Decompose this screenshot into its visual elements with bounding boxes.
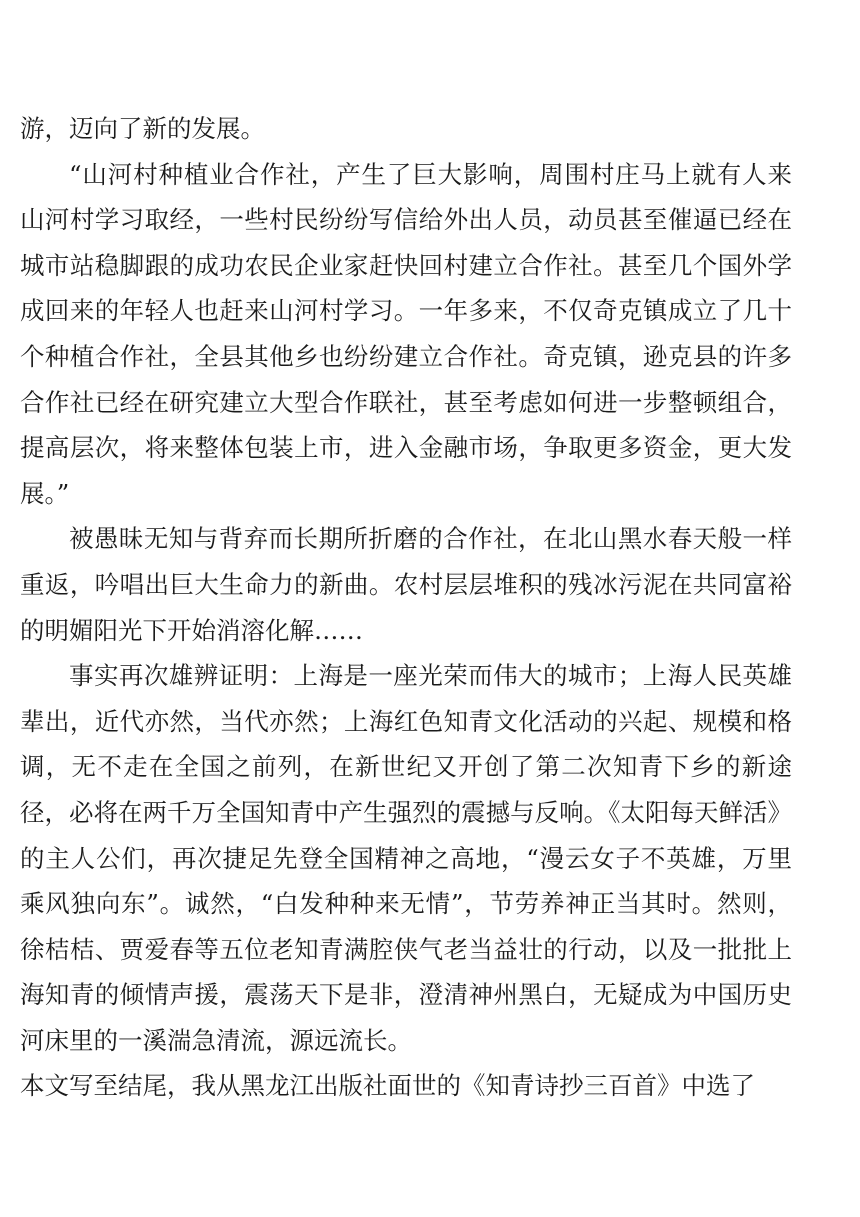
paragraph-1: 游，迈向了新的发展。 (20, 114, 265, 143)
paragraph-3: 被愚昧无知与背弃而长期所折磨的合作社，在北山黑水春天般一样重返，吟唱出巨大生命力的新曲。农村层层堆积的残冰污泥在共同富裕的明媚阳光下开始消溶化解…… (20, 524, 792, 645)
paragraph-2: “山河村种植业合作社，产生了巨大影响，周围村庄马上就有人来山河村学习取经，一些村民纷纷写信给外出人员，动员甚至催逼已经在城市站稳脚跟的成功农民企业家赶快回村建立合作社。甚至几个国外学成回来的年轻人也赶来山河村学习。一年多来，不仅奇克镇成立了几十个种植合作社，全县其他乡也纷纷建立合作社。奇克镇，逊克县的许多合作社已经在研究建立大型合作联社，甚至考虑如何进一步整顿组合，提高层次，将来整体包装上市，进入金融市场，争取更多资金，更大发展。” (20, 159, 792, 508)
paragraph-4: 事实再次雄辨证明：上海是一座光荣而伟大的城市；上海人民英雄辈出，近代亦然，当代亦然；上海红色知青文化活动的兴起、规模和格调，无不走在全国之前列，在新世纪又开创了第二次知青下乡的新途径，必将在两千万全国知青中产生强烈的震撼与反响。《太阳每天鲜活》的主人公们，再次捷足先登全国精神之高地，“漫云女子不英雄，万里乘风独向东”。诚然，“白发种种来无情”，节劳养神正当其时。然则，徐桔桔、贾爱春等五位老知青满腔侠气老当益壮的行动，以及一批批上海知青的倾情声援，震荡天下是非，澄清神州黑白，无疑成为中国历史河床里的一溪湍急清流，源远流长。 (20, 661, 792, 1055)
paragraph-5: 本文写至结尾，我从黑龙江出版社面世的《知青诗抄三百首》中选了 (20, 1071, 755, 1101)
document-page (20, 106, 792, 1109)
